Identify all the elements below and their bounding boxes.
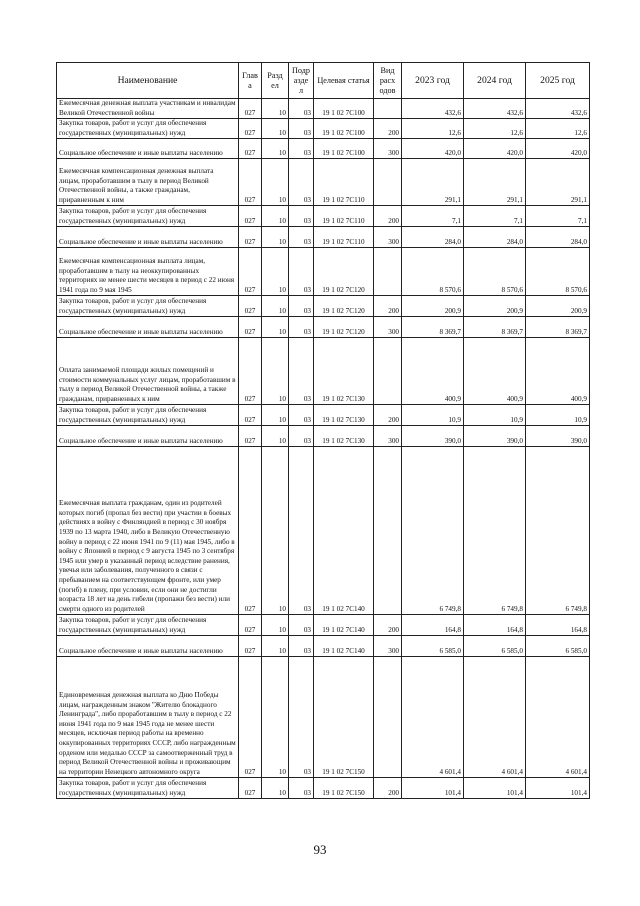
- cell-glava: 027: [239, 296, 262, 317]
- cell-glava: 027: [239, 139, 262, 159]
- cell-name: Единовременная денежная выплата ко Дню Победы лицам, награжденным знаком "Жителю блокадного Ленинграда", либо проработавшим в тылу в период с 22 июня 1941 года по 9 мая 1945 года не менее шести месяцев, исключая период работы на временно оккупированных территориях СССР, либо награжденным орденом или медалью СССР за самоотверженный труд в период Великой Отечественной войны и проживающим на территории Ненецкого автономного округа: [57, 657, 239, 778]
- cell-y2024: 8 570,6: [464, 248, 526, 296]
- cell-glava: 027: [239, 317, 262, 338]
- cell-name: Социальное обеспечение и иные выплаты населению: [57, 317, 239, 338]
- cell-y2023: 6 749,8: [402, 447, 464, 615]
- header-2025: 2025 год: [526, 63, 590, 99]
- table-row: [57, 426, 590, 447]
- cell-podrazdel: 03: [289, 447, 314, 615]
- cell-y2025: 200,9: [526, 296, 590, 317]
- cell-y2023: 7,1: [402, 206, 464, 227]
- cell-y2024: 8 369,7: [464, 317, 526, 338]
- cell-razdel: 10: [262, 317, 289, 338]
- header-vid: Вид расх одов: [374, 63, 402, 99]
- cell-razdel: 10: [262, 338, 289, 405]
- cell-vid: 300: [374, 426, 402, 447]
- cell-y2025: 10,9: [526, 405, 590, 426]
- cell-article: 19 1 02 7С120: [314, 296, 374, 317]
- cell-article: 19 1 02 7С120: [314, 317, 374, 338]
- cell-vid: [374, 447, 402, 615]
- cell-vid: 300: [374, 139, 402, 159]
- cell-razdel: 10: [262, 99, 289, 119]
- cell-y2025: 8 369,7: [526, 317, 590, 338]
- cell-y2024: 400,9: [464, 338, 526, 405]
- cell-vid: 200: [374, 296, 402, 317]
- cell-podrazdel: 03: [289, 248, 314, 296]
- cell-y2023: 10,9: [402, 405, 464, 426]
- table-row: [57, 248, 590, 296]
- table-row: [57, 227, 590, 248]
- cell-y2024: 6 585,0: [464, 636, 526, 657]
- cell-article: 19 1 02 7С110: [314, 206, 374, 227]
- cell-podrazdel: 03: [289, 426, 314, 447]
- cell-name: Ежемесячная компенсационная выплата лицам, проработавшим в тылу на неоккупированных территориях не менее шести месяцев в период с 22 июня 1941 года по 9 мая 1945: [57, 248, 239, 296]
- cell-y2023: 101,4: [402, 778, 464, 799]
- cell-y2023: 8 570,6: [402, 248, 464, 296]
- cell-y2023: 200,9: [402, 296, 464, 317]
- cell-article: 19 1 02 7С100: [314, 119, 374, 139]
- cell-vid: 200: [374, 615, 402, 636]
- cell-article: 19 1 02 7С120: [314, 248, 374, 296]
- cell-razdel: 10: [262, 139, 289, 159]
- cell-y2024: 291,1: [464, 159, 526, 206]
- table-row: [57, 296, 590, 317]
- cell-vid: 200: [374, 206, 402, 227]
- table-body: [57, 99, 590, 799]
- table-row: [57, 636, 590, 657]
- cell-y2023: 164,8: [402, 615, 464, 636]
- table-row: [57, 447, 590, 615]
- cell-y2025: 400,9: [526, 338, 590, 405]
- cell-vid: [374, 657, 402, 778]
- cell-y2023: 390,0: [402, 426, 464, 447]
- header-glava: Глав а: [239, 63, 262, 99]
- cell-name: Социальное обеспечение и иные выплаты населению: [57, 636, 239, 657]
- cell-y2024: 284,0: [464, 227, 526, 248]
- cell-glava: 027: [239, 99, 262, 119]
- cell-y2023: 4 601,4: [402, 657, 464, 778]
- cell-razdel: 10: [262, 296, 289, 317]
- cell-vid: [374, 338, 402, 405]
- cell-podrazdel: 03: [289, 139, 314, 159]
- cell-razdel: 10: [262, 159, 289, 206]
- cell-podrazdel: 03: [289, 778, 314, 799]
- cell-razdel: 10: [262, 636, 289, 657]
- cell-vid: 300: [374, 227, 402, 248]
- page-number: 93: [313, 842, 327, 857]
- cell-article: 19 1 02 7С100: [314, 99, 374, 119]
- header-article: Целевая статья: [314, 63, 374, 99]
- cell-glava: 027: [239, 426, 262, 447]
- header-podrazdel: Подр азде л: [289, 63, 314, 99]
- cell-y2024: 12,6: [464, 119, 526, 139]
- cell-vid: 200: [374, 778, 402, 799]
- cell-glava: 027: [239, 159, 262, 206]
- cell-glava: 027: [239, 119, 262, 139]
- table-row: [57, 317, 590, 338]
- cell-glava: 027: [239, 248, 262, 296]
- table-row: [57, 778, 590, 799]
- cell-vid: 300: [374, 636, 402, 657]
- cell-y2024: 10,9: [464, 405, 526, 426]
- cell-y2025: 291,1: [526, 159, 590, 206]
- cell-razdel: 10: [262, 248, 289, 296]
- cell-name: Социальное обеспечение и иные выплаты населению: [57, 426, 239, 447]
- cell-y2023: 400,9: [402, 338, 464, 405]
- cell-y2025: 420,0: [526, 139, 590, 159]
- cell-podrazdel: 03: [289, 159, 314, 206]
- cell-y2025: 390,0: [526, 426, 590, 447]
- cell-vid: 300: [374, 317, 402, 338]
- budget-document-sheet: [56, 62, 589, 799]
- table-row: [57, 206, 590, 227]
- cell-podrazdel: 03: [289, 338, 314, 405]
- cell-name: Закупка товаров, работ и услуг для обеспечения государственных (муниципальных) нужд: [57, 206, 239, 227]
- table-row: [57, 615, 590, 636]
- cell-glava: 027: [239, 227, 262, 248]
- table-row: [57, 99, 590, 119]
- cell-podrazdel: 03: [289, 296, 314, 317]
- cell-article: 19 1 02 7С110: [314, 159, 374, 206]
- cell-y2024: 390,0: [464, 426, 526, 447]
- cell-article: 19 1 02 7С140: [314, 615, 374, 636]
- cell-podrazdel: 03: [289, 615, 314, 636]
- cell-y2024: 7,1: [464, 206, 526, 227]
- cell-y2024: 200,9: [464, 296, 526, 317]
- cell-razdel: 10: [262, 426, 289, 447]
- cell-article: 19 1 02 7С110: [314, 227, 374, 248]
- header-2024: 2024 год: [464, 63, 526, 99]
- cell-y2024: 4 601,4: [464, 657, 526, 778]
- header-2023: 2023 год: [402, 63, 464, 99]
- cell-name: Ежемесячная выплата гражданам, один из родителей которых погиб (пропал без вести) при участии в боевых действиях в войну с Финляндией в период с 30 ноября 1939 по 13 марта 1940, либо в Великую Отечественную войну в период с 22 июня 1941 по 9 (11) мая 1945, либо в войну с Японией в период с 9 августа 1945 по 3 сентября 1945 или умер в указанный период вследствие ранения, увечья или заболевания, полученного в связи с пребыванием на соответствующем фронте, или умер (погиб) в плену, при условии, если они не достигли возраста 18 лет на день гибели (пропажи без вести) или смерти одного из родителей: [57, 447, 239, 615]
- cell-name: Закупка товаров, работ и услуг для обеспечения государственных (муниципальных) нужд: [57, 296, 239, 317]
- cell-podrazdel: 03: [289, 636, 314, 657]
- table-row: [57, 119, 590, 139]
- cell-razdel: 10: [262, 447, 289, 615]
- cell-name: Оплата занимаемой площади жилых помещений и стоимости коммунальных услуг лицам, проработавшим в тылу в период Великой Отечественной войны, а также гражданам, приравненных к ним: [57, 338, 239, 405]
- cell-y2023: 6 585,0: [402, 636, 464, 657]
- cell-name: Социальное обеспечение и иные выплаты населению: [57, 227, 239, 248]
- cell-y2023: 291,1: [402, 159, 464, 206]
- cell-name: Закупка товаров, работ и услуг для обеспечения государственных (муниципальных) нужд: [57, 405, 239, 426]
- cell-vid: 200: [374, 405, 402, 426]
- cell-article: 19 1 02 7С130: [314, 426, 374, 447]
- cell-vid: [374, 99, 402, 119]
- cell-vid: [374, 159, 402, 206]
- cell-vid: [374, 248, 402, 296]
- cell-y2023: 432,6: [402, 99, 464, 119]
- cell-podrazdel: 03: [289, 317, 314, 338]
- cell-name: Ежемесячная денежная выплата участникам и инвалидам Великой Отечественной войны: [57, 99, 239, 119]
- cell-razdel: 10: [262, 778, 289, 799]
- cell-article: 19 1 02 7С150: [314, 657, 374, 778]
- cell-y2025: 12,6: [526, 119, 590, 139]
- cell-y2023: 8 369,7: [402, 317, 464, 338]
- cell-y2025: 7,1: [526, 206, 590, 227]
- cell-name: Закупка товаров, работ и услуг для обеспечения государственных (муниципальных) нужд: [57, 778, 239, 799]
- cell-article: 19 1 02 7С130: [314, 405, 374, 426]
- table-row: [57, 657, 590, 778]
- cell-y2025: 432,6: [526, 99, 590, 119]
- cell-razdel: 10: [262, 657, 289, 778]
- cell-razdel: 10: [262, 615, 289, 636]
- table-row: [57, 338, 590, 405]
- cell-name: Социальное обеспечение и иные выплаты населению: [57, 139, 239, 159]
- cell-y2025: 164,8: [526, 615, 590, 636]
- cell-glava: 027: [239, 206, 262, 227]
- cell-y2025: 6 749,8: [526, 447, 590, 615]
- cell-name: Ежемесячная компенсационная денежная выплата лицам, проработавшим в тылу в период Великой Отечественной войны, а также гражданам, приравненным к ним: [57, 159, 239, 206]
- cell-name: Закупка товаров, работ и услуг для обеспечения государственных (муниципальных) нужд: [57, 119, 239, 139]
- cell-article: 19 1 02 7С140: [314, 447, 374, 615]
- table-row: [57, 159, 590, 206]
- cell-podrazdel: 03: [289, 99, 314, 119]
- cell-podrazdel: 03: [289, 227, 314, 248]
- cell-y2025: 284,0: [526, 227, 590, 248]
- cell-y2025: 4 601,4: [526, 657, 590, 778]
- cell-podrazdel: 03: [289, 405, 314, 426]
- cell-y2024: 164,8: [464, 615, 526, 636]
- cell-article: 19 1 02 7С150: [314, 778, 374, 799]
- cell-y2025: 8 570,6: [526, 248, 590, 296]
- cell-glava: 027: [239, 636, 262, 657]
- cell-podrazdel: 03: [289, 206, 314, 227]
- cell-article: 19 1 02 7С140: [314, 636, 374, 657]
- cell-y2024: 420,0: [464, 139, 526, 159]
- cell-y2025: 101,4: [526, 778, 590, 799]
- cell-article: 19 1 02 7С130: [314, 338, 374, 405]
- cell-vid: 200: [374, 119, 402, 139]
- table-header-row: [57, 63, 590, 99]
- cell-y2023: 284,0: [402, 227, 464, 248]
- cell-glava: 027: [239, 778, 262, 799]
- cell-glava: 027: [239, 338, 262, 405]
- cell-razdel: 10: [262, 227, 289, 248]
- cell-y2023: 420,0: [402, 139, 464, 159]
- cell-y2024: 6 749,8: [464, 447, 526, 615]
- cell-y2024: 101,4: [464, 778, 526, 799]
- cell-glava: 027: [239, 447, 262, 615]
- cell-glava: 027: [239, 657, 262, 778]
- cell-razdel: 10: [262, 206, 289, 227]
- cell-razdel: 10: [262, 405, 289, 426]
- cell-article: 19 1 02 7С100: [314, 139, 374, 159]
- header-razdel: Разд ел: [262, 63, 289, 99]
- header-name: Наименование: [57, 63, 239, 99]
- cell-podrazdel: 03: [289, 119, 314, 139]
- budget-table: [56, 62, 590, 799]
- cell-glava: 027: [239, 405, 262, 426]
- cell-y2023: 12,6: [402, 119, 464, 139]
- cell-name: Закупка товаров, работ и услуг для обеспечения государственных (муниципальных) нужд: [57, 615, 239, 636]
- cell-glava: 027: [239, 615, 262, 636]
- cell-podrazdel: 03: [289, 657, 314, 778]
- table-row: [57, 139, 590, 159]
- table-row: [57, 405, 590, 426]
- cell-y2025: 6 585,0: [526, 636, 590, 657]
- cell-y2024: 432,6: [464, 99, 526, 119]
- cell-razdel: 10: [262, 119, 289, 139]
